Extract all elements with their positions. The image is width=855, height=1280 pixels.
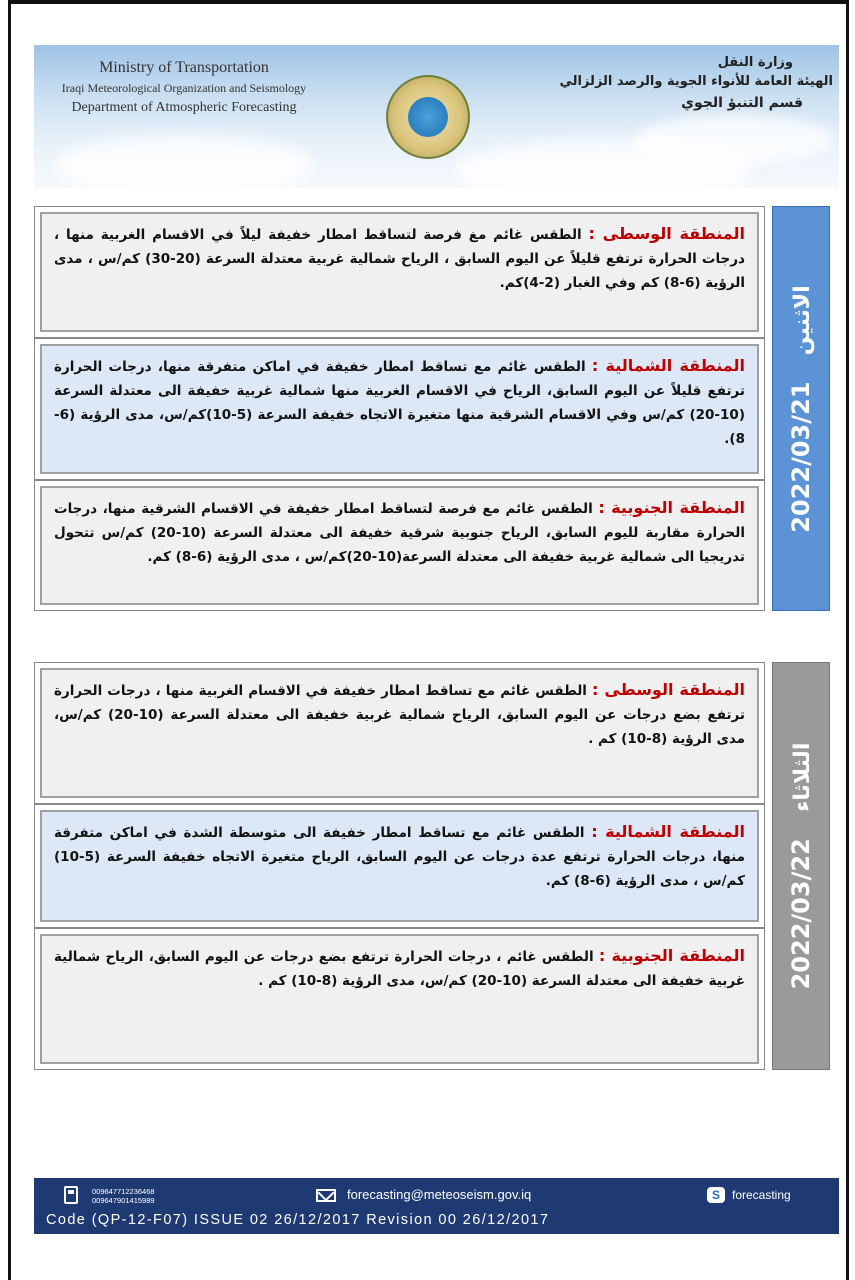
region-title: المنطقة الشمالية : — [591, 822, 746, 841]
forecast-text: الطقس غائم مع تساقط امطار خفيفة الى متوسطة الشدة في اماكن متفرقة منها، درجات الحرارة ترتفع عدة درجات عن اليوم السابق، الرياح متغيرة الاتجاه خفيفة السرعة (5-10) كم/س ، مدى الرؤية (6-8) كم. — [54, 825, 745, 889]
date-sidebar — [772, 206, 830, 611]
southern-region-box — [34, 928, 765, 1070]
forecast-day-1 — [34, 206, 830, 611]
document-code: Code (QP-12-F07) ISSUE 02 26/12/2017 Revision 00 26/12/2017 — [46, 1212, 550, 1228]
northern-region-box — [34, 338, 765, 480]
header-arabic — [559, 55, 833, 111]
phone-number-1: 009647712236468 — [92, 1187, 155, 1196]
email-address[interactable]: forecasting@meteoseism.gov.iq — [347, 1187, 532, 1202]
ministry-name-ar: وزارة النقل — [717, 55, 793, 70]
skype-handle: forecasting — [732, 1188, 791, 1202]
region-title: المنطقة الجنوبية : — [598, 498, 746, 517]
central-region-box — [34, 662, 765, 804]
region-title: المنطقة الوسطى : — [588, 224, 746, 243]
forecast-text: الطقس غائم مع فرصة لتساقط امطار خفيفة في الاقسام الشرقية منها، درجات الحرارة مقاربة لليوم السابق، الرياح جنوبية شرقية خفيفة الى معتدلة السرعة (10-20) كم/س تتحول تدريجيا الى شمالية غربية خفيفة الى معتدلة السرعة(10-20)كم/س ، مدى الرؤية (6-8) كم. — [54, 501, 745, 565]
forecast-text: الطقس غائم مغ فرصة لتساقط امطار خفيفة ليلاً في الاقسام الغربية منها ، درجات الحرارة ترتفع قليلاً عن اليوم السابق ، الرياح شمالية غربية معتدلة السرعة (20-30) كم/س ، مدى الرؤية (6-8) كم وفي الغبار (2-4)كم. — [54, 227, 745, 291]
forecast-day: الثلاثاء — [790, 742, 815, 812]
forecast-text: الطقس غائم ، درجات الحرارة ترتفع بضع درجات عن اليوم السابق، الرياح شمالية غربية خفيفة الى معتدلة السرعة (10-20) كم/س، مدى الرؤية (8-10) كم . — [54, 949, 745, 989]
organization-logo — [386, 75, 470, 159]
phone-icon — [64, 1186, 78, 1204]
region-title: المنطقة الوسطى : — [592, 680, 745, 699]
header-banner — [34, 45, 839, 188]
phone-numbers — [92, 1187, 155, 1205]
southern-region-box — [34, 480, 765, 611]
phone-number-2: 009647901415989 — [92, 1196, 155, 1205]
forecast-date: 2022/03/22 — [787, 838, 815, 990]
region-title: المنطقة الجنوبية : — [598, 946, 745, 965]
organization-name-en: Iraqi Meteorological Organization and Seismology — [61, 81, 307, 95]
page-frame — [8, 0, 849, 1280]
region-title: المنطقة الشمالية : — [591, 356, 746, 375]
central-region-box — [34, 206, 765, 338]
forecast-date: 2022/03/21 — [787, 381, 815, 533]
footer-bar — [34, 1178, 839, 1234]
forecast-text: الطقس غائم مع تساقط امطار خفيفة في اماكن متفرقة منها، درجات الحرارة ترتفع قليلاً عن اليوم السابق، الرياح في الاقسام الغربية منها شمالية غربية خفيفة الى معتدلة السرعة (10-20) كم/س وفي الاقسام الشرقية منها متغيرة الاتجاه خفيفة السرعة (5-10)كم/س، مدى الرؤية (6-8). — [54, 359, 745, 447]
ministry-name-en: Ministry of Transportation — [99, 59, 269, 76]
mail-icon — [316, 1189, 336, 1202]
forecast-day-2 — [34, 662, 830, 1070]
department-name-ar: قسم التنبؤ الجوي — [681, 95, 803, 111]
forecast-text: الطقس غائم مع تساقط امطار خفيفة في الاقسام الغربية منها ، درجات الحرارة ترتفع بضع درجات عن اليوم السابق، الرياح شمالية غربية خفيفة الى معتدلة السرعة (10-20) كم/س، مدى الرؤية (8-10) كم . — [54, 683, 746, 747]
northern-region-box — [34, 804, 765, 928]
skype-icon: S — [707, 1187, 725, 1203]
department-name-en: Department of Atmospheric Forecasting — [71, 100, 297, 115]
organization-name-ar: الهيئة العامة للأنواء الجوية والرصد الزلزالي — [559, 74, 833, 89]
forecast-day: الاثنين — [790, 284, 815, 355]
date-sidebar — [772, 662, 830, 1070]
header-english — [34, 59, 334, 116]
